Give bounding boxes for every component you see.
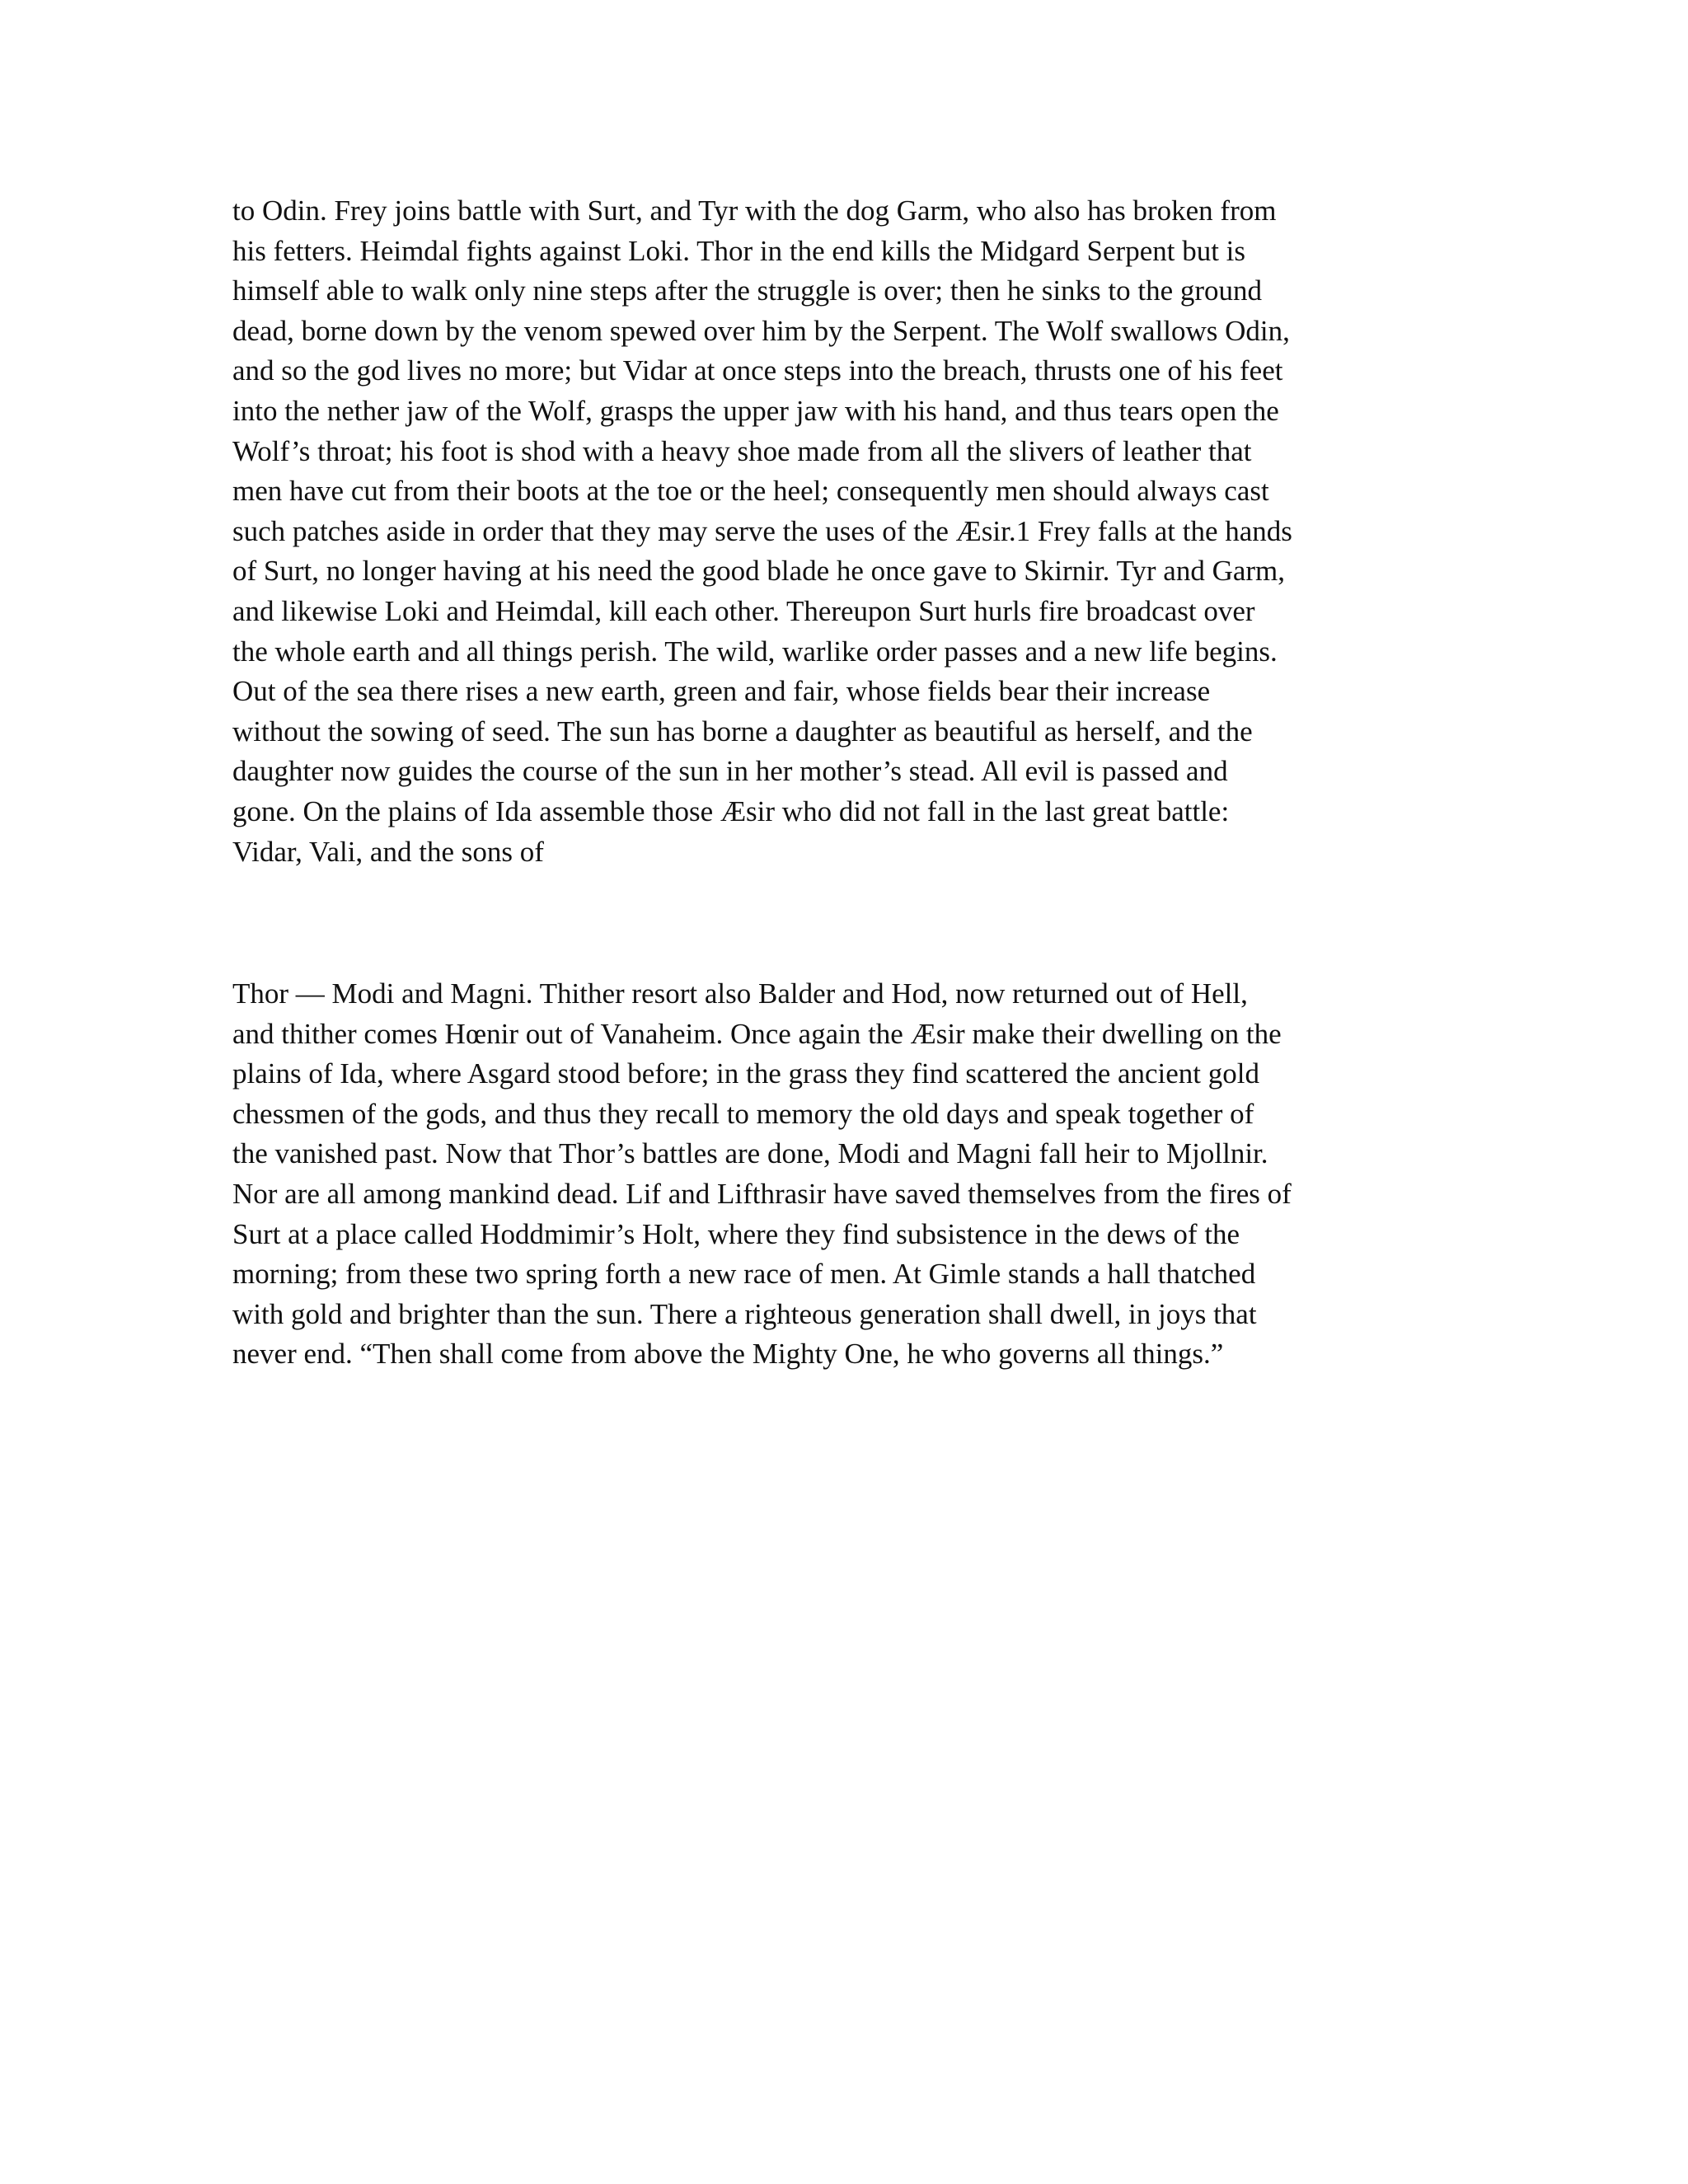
paragraph-2 <box>232 974 1461 1375</box>
text-line: daughter now guides the course of the sun in her mother’s stead. All evil is passed and <box>232 755 1228 788</box>
text-line: himself able to walk only nine steps after the struggle is over; then he sinks to the ground <box>232 274 1263 307</box>
text-line: Out of the sea there rises a new earth, green and fair, whose fields bear their increase <box>232 675 1211 708</box>
text-line: Wolf’s throat; his foot is shod with a heavy shoe made from all the slivers of leather that <box>232 434 1252 467</box>
text-line: with gold and brighter than the sun. There a righteous generation shall dwell, in joys that <box>232 1297 1257 1330</box>
text-line: men have cut from their boots at the toe or the heel; consequently men should always cast <box>232 475 1269 508</box>
text-line: Thor — Modi and Magni. Thither resort also Balder and Hod, now returned out of Hell, <box>232 977 1248 1010</box>
text-line: the vanished past. Now that Thor’s battles are done, Modi and Magni fall heir to Mjollnir. <box>232 1137 1268 1170</box>
text-line: Surt at a place called Hoddmimir’s Holt, where they find subsistence in the dews of the <box>232 1217 1240 1250</box>
text-line: the whole earth and all things perish. The wild, warlike order passes and a new life begins. <box>232 635 1278 668</box>
text-line: morning; from these two spring forth a new race of men. At Gimle stands a hall thatched <box>232 1258 1256 1291</box>
text-line: and likewise Loki and Heimdal, kill each other. Thereupon Surt hurls fire broadcast over <box>232 594 1255 627</box>
text-line: of Surt, no longer having at his need the good blade he once gave to Skirnir. Tyr and Garm, <box>232 555 1286 588</box>
text-line: Vidar, Vali, and the sons of <box>232 835 544 868</box>
text-line: and so the god lives no more; but Vidar at once steps into the breach, thrusts one of his feet <box>232 354 1283 387</box>
text-line: plains of Ida, where Asgard stood before; in the grass they find scattered the ancient gold <box>232 1057 1260 1090</box>
text-line: dead, borne down by the venom spewed over him by the Serpent. The Wolf swallows Odin, <box>232 314 1290 347</box>
text-line: chessmen of the gods, and thus they recall to memory the old days and speak together of <box>232 1097 1254 1130</box>
text-line: never end. “Then shall come from above the Mighty One, he who governs all things.” <box>232 1338 1224 1371</box>
text-line: into the nether jaw of the Wolf, grasps the upper jaw with his hand, and thus tears open the <box>232 394 1279 427</box>
text-line: such patches aside in order that they may serve the uses of the Æsir.1 Frey falls at the hands <box>232 514 1292 547</box>
text-line: and thither comes Hœnir out of Vanaheim. Once again the Æsir make their dwelling on the <box>232 1017 1282 1050</box>
text-line: gone. On the plains of Ida assemble those Æsir who did not fall in the last great battle: <box>232 794 1230 827</box>
paragraph-1 <box>232 191 1461 872</box>
text-line: his fetters. Heimdal fights against Loki. Thor in the end kills the Midgard Serpent but is <box>232 234 1246 267</box>
text-line: without the sowing of seed. The sun has borne a daughter as beautiful as herself, and the <box>232 715 1253 748</box>
text-line: Nor are all among mankind dead. Lif and Lifthrasir have saved themselves from the fires of <box>232 1177 1292 1210</box>
text-line: to Odin. Frey joins battle with Surt, and Tyr with the dog Garm, who also has broken from <box>232 194 1277 227</box>
